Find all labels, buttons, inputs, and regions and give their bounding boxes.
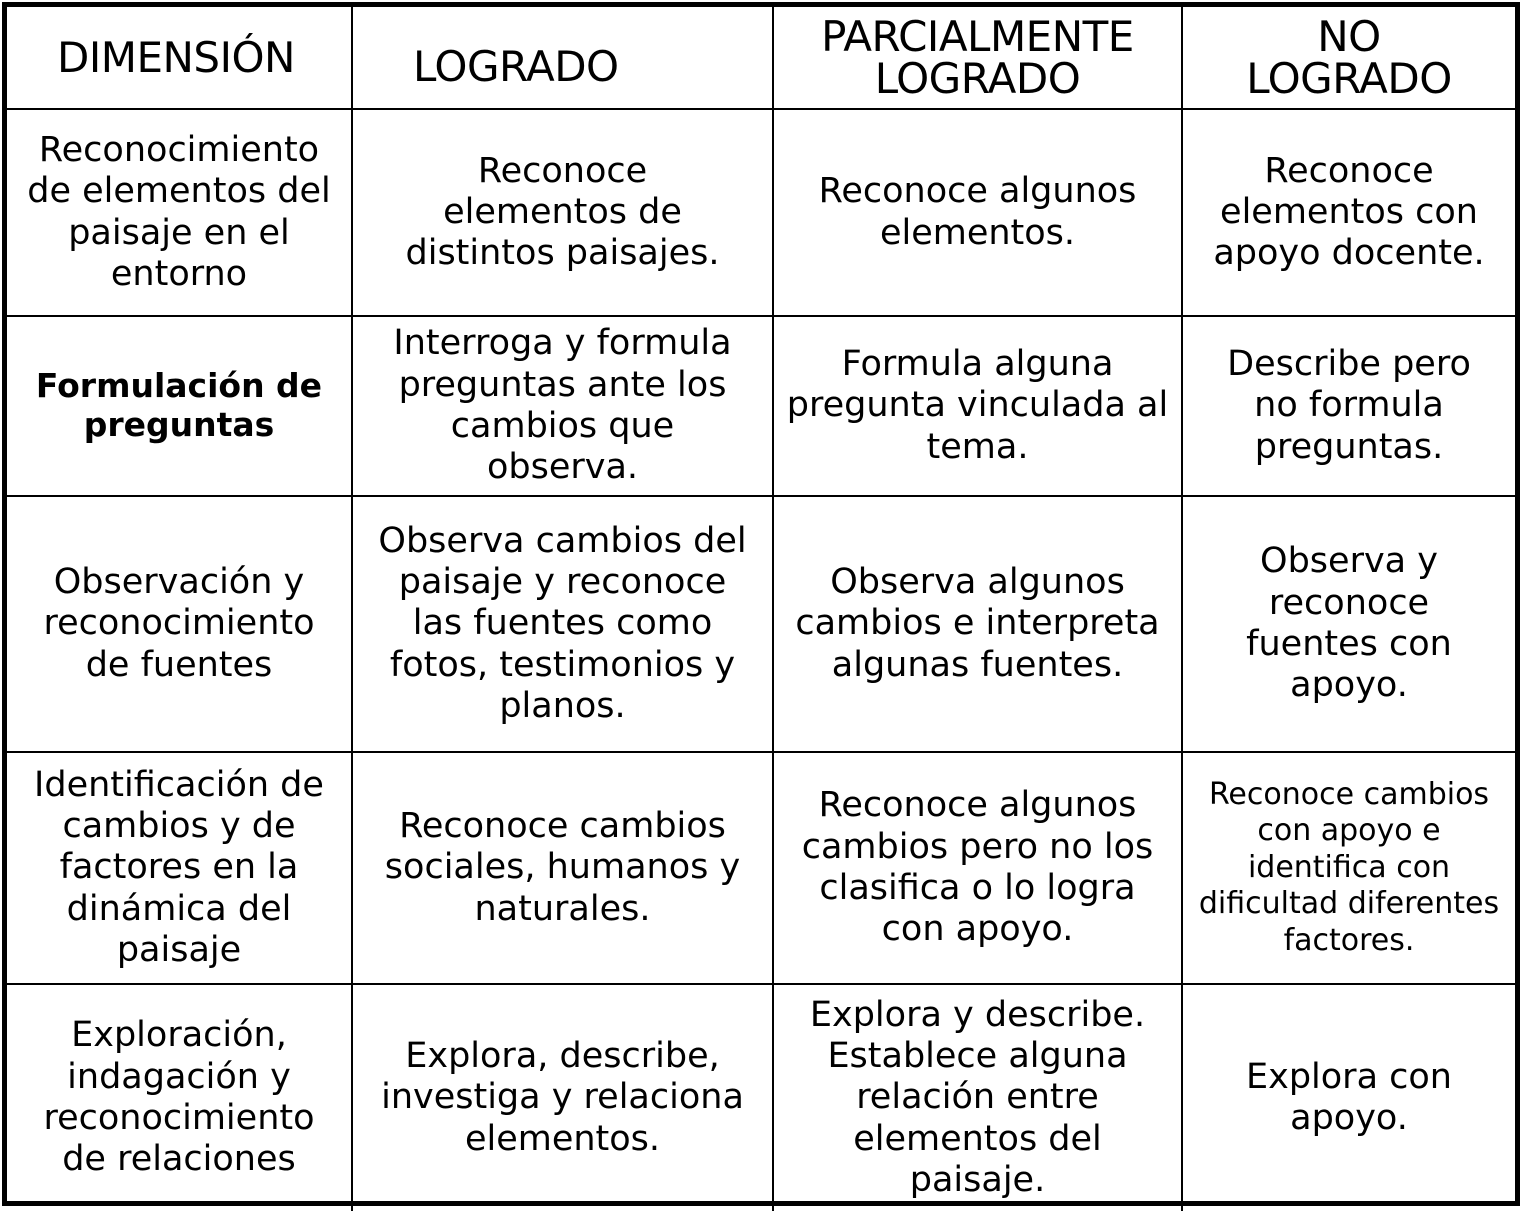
- achieved-cell: [352, 109, 773, 316]
- cell-text-line: Observación y: [53, 562, 305, 603]
- cell-text-line: Describe pero: [1227, 344, 1471, 385]
- rubric-table: [7, 7, 1515, 1211]
- cell-text-line: Formulación de: [35, 366, 323, 406]
- partially-achieved-cell: [773, 496, 1182, 752]
- achieved-cell: [352, 984, 773, 1211]
- cell-text-line: no formula: [1254, 385, 1444, 426]
- cell-text-line: Interroga y formula: [393, 323, 732, 364]
- cell-text-line: pregunta vinculada al: [786, 385, 1169, 426]
- cell-text-line: fotos, testimonios y: [389, 644, 736, 685]
- cell-text-line: planos.: [499, 685, 626, 726]
- cell-text-line: de elementos del: [27, 171, 331, 212]
- partially-achieved-cell: [773, 984, 1182, 1211]
- cell-text-line: reconocimiento: [43, 1098, 315, 1138]
- cell-text-line: paisaje: [116, 929, 242, 970]
- cell-text-line: clasifica o lo logra: [819, 868, 1136, 908]
- partially-achieved-cell: [773, 109, 1182, 316]
- cell-text-line: identifica con: [1247, 849, 1451, 885]
- cell-text-line: dificultad diferentes: [1198, 886, 1500, 922]
- table-row: [7, 984, 1515, 1211]
- cell-text-line: fuentes con: [1246, 624, 1452, 664]
- cell-text-line: elementos del: [853, 1118, 1102, 1159]
- header-not-line2: LOGRADO: [1246, 53, 1452, 103]
- not-achieved-cell: [1182, 984, 1515, 1211]
- partially-achieved-cell: [773, 316, 1182, 496]
- cell-text-line: Explora y describe.: [809, 994, 1146, 1035]
- cell-text-line: cambios que: [450, 406, 675, 446]
- cell-text-line: con apoyo.: [881, 909, 1074, 950]
- cell-text-line: preguntas.: [1254, 426, 1444, 467]
- rubric-table-frame: [2, 2, 1520, 1206]
- cell-text-line: Reconoce cambios: [1208, 776, 1490, 812]
- cell-text-line: apoyo.: [1290, 665, 1408, 706]
- table-row: [7, 752, 1515, 984]
- cell-text-line: reconoce: [1268, 582, 1430, 623]
- cell-text-line: cambios e interpreta: [795, 603, 1160, 644]
- cell-text-line: entorno: [110, 253, 248, 294]
- header-not-line1: NO: [1317, 11, 1381, 61]
- cell-text-line: Reconoce cambios: [399, 806, 726, 847]
- cell-text-line: Formula alguna: [841, 344, 1114, 385]
- not-achieved-cell: [1182, 316, 1515, 496]
- cell-text-line: preguntas: [83, 405, 275, 444]
- cell-text-line: Reconocimiento: [38, 129, 320, 170]
- table-row: [7, 109, 1515, 316]
- achieved-cell: [352, 752, 773, 984]
- cell-text-line: las fuentes como: [412, 603, 713, 644]
- cell-text-line: distintos paisajes.: [405, 233, 720, 274]
- cell-text-line: Observa cambios del: [378, 520, 747, 561]
- cell-text-line: elementos con: [1220, 191, 1478, 232]
- cell-text-line: paisaje.: [909, 1159, 1046, 1200]
- header-dimension-label: DIMENSIÓN: [57, 32, 295, 82]
- cell-text-line: factores.: [1283, 922, 1415, 958]
- cell-text-line: elementos.: [464, 1118, 661, 1159]
- cell-text-line: investiga y relaciona: [381, 1077, 744, 1118]
- cell-text-line: con apoyo e: [1257, 813, 1441, 849]
- not-achieved-cell: [1182, 752, 1515, 984]
- cell-text-line: Reconoce algunos: [818, 785, 1137, 826]
- cell-text-line: elementos.: [879, 212, 1076, 253]
- cell-text-line: Reconoce: [477, 150, 648, 191]
- dimension-cell: [7, 752, 352, 984]
- cell-text-line: apoyo.: [1290, 1098, 1408, 1138]
- cell-text-line: Exploración,: [71, 1015, 287, 1056]
- cell-text-line: Observa algunos: [830, 562, 1125, 603]
- cell-text-line: tema.: [926, 426, 1029, 467]
- cell-text-line: naturales.: [474, 888, 651, 929]
- header-partially-line1: PARCIALMENTE: [821, 11, 1134, 61]
- cell-text-line: relación entre: [856, 1077, 1099, 1118]
- cell-text-line: de relaciones: [62, 1139, 296, 1180]
- not-achieved-cell: [1182, 109, 1515, 316]
- achieved-cell: [352, 496, 773, 752]
- table-row: [7, 316, 1515, 496]
- dimension-cell: [7, 316, 352, 496]
- cell-text-line: paisaje y reconoce: [398, 562, 727, 603]
- partially-achieved-cell: [773, 752, 1182, 984]
- header-not-achieved: [1182, 7, 1515, 109]
- cell-text-line: Reconoce algunos: [818, 171, 1137, 212]
- cell-text-line: sociales, humanos y: [384, 847, 741, 888]
- cell-text-line: factores en la: [59, 847, 299, 888]
- cell-text-line: reconocimiento: [43, 603, 315, 644]
- header-dimension: [7, 7, 352, 109]
- cell-text-line: Observa y: [1260, 541, 1438, 582]
- cell-text-line: Establece alguna: [827, 1036, 1128, 1077]
- dimension-cell: [7, 496, 352, 752]
- cell-text-line: preguntas ante los: [398, 364, 727, 405]
- dimension-cell: [7, 109, 352, 316]
- dimension-cell: [7, 984, 352, 1211]
- header-partially-line2: LOGRADO: [874, 53, 1081, 103]
- header-row: [7, 7, 1515, 109]
- table-row: [7, 496, 1515, 752]
- header-partially-achieved: [773, 7, 1182, 109]
- header-achieved: [352, 7, 773, 109]
- cell-text-line: dinámica del: [66, 888, 292, 929]
- cell-text-line: Explora, describe,: [405, 1036, 720, 1077]
- cell-text-line: indagación y: [67, 1056, 291, 1097]
- not-achieved-cell: [1182, 496, 1515, 752]
- cell-text-line: algunas fuentes.: [831, 644, 1124, 685]
- cell-text-line: elementos de: [443, 191, 682, 232]
- achieved-cell: [352, 316, 773, 496]
- cell-text-line: observa.: [486, 447, 639, 488]
- cell-text-line: apoyo docente.: [1213, 233, 1485, 274]
- cell-text-line: cambios y de: [62, 806, 296, 847]
- cell-text-line: Identificación de: [34, 764, 324, 805]
- cell-text-line: de fuentes: [85, 644, 273, 685]
- cell-text-line: cambios pero no los: [801, 826, 1154, 867]
- cell-text-line: Reconoce: [1264, 150, 1434, 191]
- cell-text-line: paisaje en el: [68, 212, 290, 253]
- header-achieved-label: LOGRADO: [413, 41, 619, 91]
- cell-text-line: Explora con: [1246, 1056, 1452, 1097]
